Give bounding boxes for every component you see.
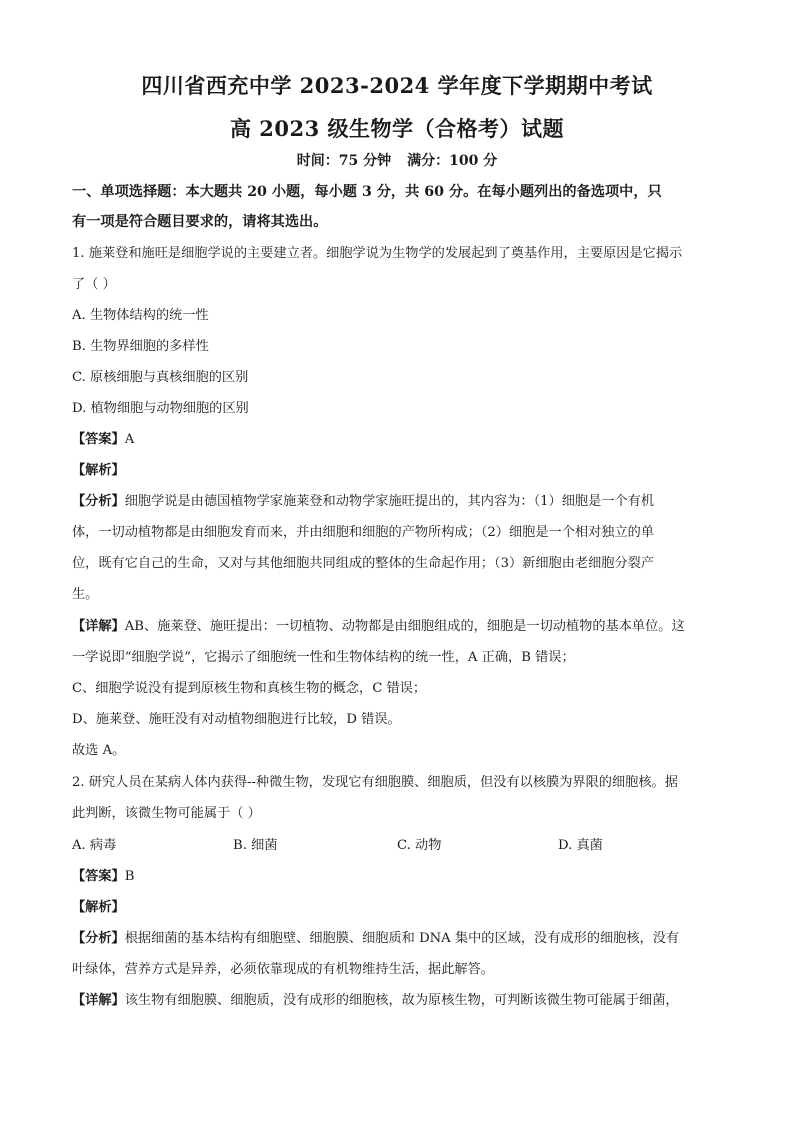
- q2-stem-cont: 此判断，该微生物可能属于（ ）: [72, 806, 261, 821]
- q2-analysis-heading: 【解析】: [72, 900, 125, 915]
- section-heading-cont: 有一项是符合题目要求的，请将其选出。: [72, 214, 328, 230]
- q2-option-c: C. 动物: [397, 838, 442, 853]
- exam-time: 时间：75 分钟: [296, 153, 392, 169]
- q1-option-a: A. 生物体结构的统一性: [72, 308, 209, 323]
- q1-fenxi-cont: 体，一切动植物都是由细胞发育而来，并由细胞和细胞的产物所构成；（2）细胞是一个相对独立的单: [72, 525, 655, 540]
- q1-stem-cont: 了（ ）: [72, 277, 116, 292]
- exam-subtitle: 高 2023 级生物学（合格考）试题: [229, 116, 565, 141]
- xiangjie-tag: 【详解】: [72, 619, 125, 634]
- q2-answer: [72, 867, 722, 887]
- q1-option-d: D. 植物细胞与动物细胞的区别: [72, 401, 249, 416]
- q2-xiangjie: 【详解】该生物有细胞膜、细胞质，没有成形的细胞核，故为原核生物，可判断该微生物可能属于细菌，: [72, 993, 679, 1008]
- section-heading: 一、单项选择题：本大题共 20 小题，每小题 3 分，共 60 分。在每小题列出的备选项中，只: [72, 184, 662, 200]
- answer-tag: 【答案】: [72, 432, 125, 447]
- fenxi-tag: 【分析】: [72, 494, 125, 509]
- q1-fenxi-cont: 生。: [72, 587, 99, 602]
- q1-xiangjie-cont: 一学说即“细胞学说”，它揭示了细胞统一性和生物体结构的统一性，A 正确，B 错误；: [72, 650, 575, 665]
- answer-tag: 【答案】: [72, 869, 125, 884]
- q1-conclusion: 故选 A。: [72, 743, 126, 758]
- q1-xiangjie-cont: D、施莱登、施旺没有对动植物细胞进行比较，D 错误。: [72, 712, 401, 727]
- answer-value: A: [124, 432, 135, 447]
- q1-fenxi-cont: 位，既有它自己的生命，又对与其他细胞共同组成的整体的生命起作用；（3）新细胞由老细胞分裂产: [72, 556, 655, 571]
- q2-option-b: B. 细菌: [233, 838, 278, 853]
- q2-fenxi: 【分析】根据细菌的基本结构有细胞壁、细胞膜、细胞质和 DNA 集中的区域，没有成形的细胞核，没有: [72, 931, 680, 946]
- q2-option-d: D. 真菌: [558, 838, 603, 853]
- q2-fenxi-cont: 叶绿体，营养方式是异养，必须依靠现成的有机物维持生活，据此解答。: [72, 962, 494, 977]
- q1-option-b: B. 生物界细胞的多样性: [72, 339, 209, 354]
- q1-answer: [72, 430, 722, 450]
- q1-option-c: C. 原核细胞与真核细胞的区别: [72, 370, 249, 385]
- q2-option-a: A. 病毒: [72, 838, 117, 853]
- q1-analysis-heading: 【解析】: [72, 463, 125, 478]
- q1-xiangjie-cont: C、细胞学说没有提到原核生物和真核生物的概念，C 错误；: [72, 681, 427, 696]
- exam-meta: [0, 150, 794, 170]
- xiangjie-tag: 【详解】: [72, 993, 125, 1008]
- exam-title: 四川省西充中学 2023-2024 学年度下学期期中考试: [141, 73, 653, 98]
- q2-stem: 2. 研究人员在某病人体内获得--种微生物，发现它有细胞膜、细胞质，但没有以核膜为界限的细胞核。据: [72, 775, 678, 790]
- exam-score: 满分：100 分: [407, 153, 498, 169]
- q1-fenxi: 【分析】细胞学说是由德国植物学家施莱登和动物学家施旺提出的，其内容为：（1）细胞是一个有机: [72, 494, 655, 509]
- q1-stem: 1. 施莱登和施旺是细胞学说的主要建立者。细胞学说为生物学的发展起到了奠基作用，主要原因是它揭示: [72, 246, 683, 261]
- q1-xiangjie: 【详解】AB、施莱登、施旺提出：一切植物、动物都是由细胞组成的，细胞是一切动植物的基本单位。这: [72, 619, 685, 634]
- answer-value: B: [124, 869, 135, 884]
- fenxi-tag: 【分析】: [72, 931, 125, 946]
